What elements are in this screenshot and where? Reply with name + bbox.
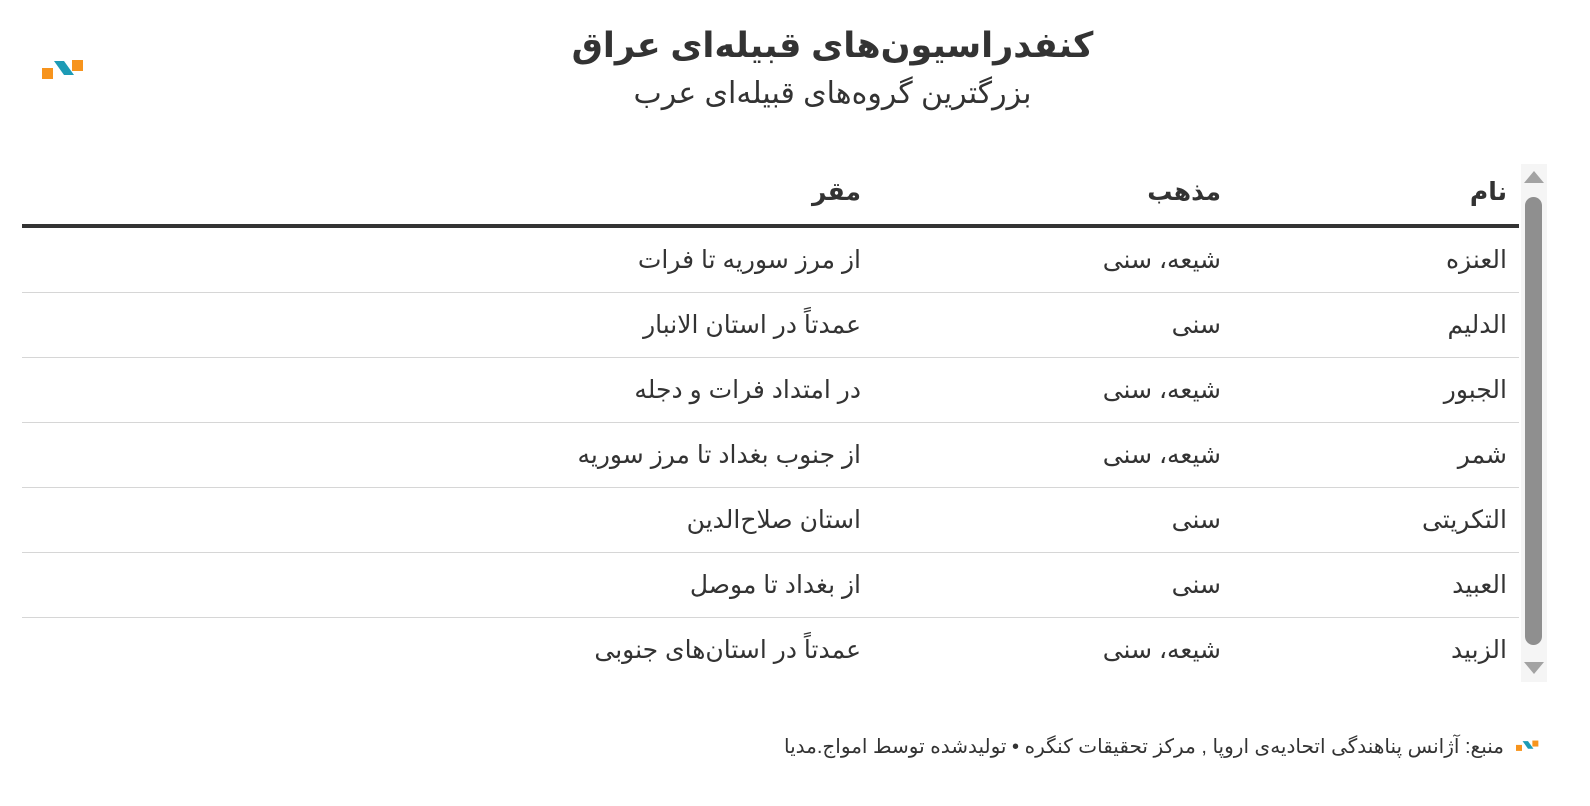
column-header-sect[interactable]: مذهب	[861, 160, 1221, 226]
cell-name: الزبید	[1451, 636, 1507, 664]
cell-sect: شیعه، سنی	[861, 226, 1221, 293]
brand-logo-icon	[1516, 739, 1540, 753]
table-row	[22, 226, 1519, 293]
cell-name: شمر	[1221, 423, 1519, 488]
table-container	[22, 160, 1519, 686]
cell-sect: شیعه، سنی	[861, 358, 1221, 423]
cell-sect: سنی	[861, 293, 1221, 358]
cell-sect: شیعه، سنی	[861, 423, 1221, 488]
cell-name: العنزه	[1221, 226, 1519, 293]
column-header-base[interactable]: مقر	[22, 160, 861, 226]
table-row	[22, 293, 1519, 358]
cell-sect: شیعه، سنی	[1102, 636, 1221, 664]
cell-base: از جنوب بغداد تا مرز سوریه	[22, 423, 861, 488]
cell-sect: سنی	[861, 553, 1221, 618]
table-row	[22, 553, 1519, 618]
page-subtitle: بزرگترین گروه‌های قبیله‌ای عرب	[633, 77, 1032, 110]
cell-name: العبید	[1221, 553, 1519, 618]
table-row	[22, 618, 1519, 683]
table-header-row	[22, 160, 1519, 226]
page-title: کنفدراسیون‌های قبیله‌ای عراق	[571, 26, 1094, 65]
cell-base: عمدتاً در استان‌های جنوبی	[594, 636, 861, 664]
table-row	[22, 423, 1519, 488]
triangle-up-icon[interactable]	[1524, 171, 1544, 183]
tribes-table	[22, 160, 1519, 682]
cell-base: استان صلاح‌الدین	[22, 488, 861, 553]
cell-name: الجبور	[1221, 358, 1519, 423]
table-row	[22, 358, 1519, 423]
triangle-down-icon[interactable]	[1524, 662, 1544, 674]
cell-base: عمدتاً در استان الانبار	[22, 293, 861, 358]
cell-base: در امتداد فرات و دجله	[22, 358, 861, 423]
cell-base: از مرز سوریه تا فرات	[22, 226, 861, 293]
column-header-name[interactable]: نام	[1221, 160, 1519, 226]
cell-name: الدلیم	[1221, 293, 1519, 358]
scrollbar-thumb[interactable]	[1525, 197, 1542, 645]
source-footer: منبع: آژانس پناهندگی اتحادیه‌ی اروپا , مرکز تحقیقات کنگره • تولیدشده توسط امواج.مدیا	[783, 736, 1504, 758]
cell-base: از بغداد تا موصل	[22, 553, 861, 618]
cell-name: التکریتی	[1221, 488, 1519, 553]
table-row	[22, 488, 1519, 553]
cell-sect: سنی	[861, 488, 1221, 553]
